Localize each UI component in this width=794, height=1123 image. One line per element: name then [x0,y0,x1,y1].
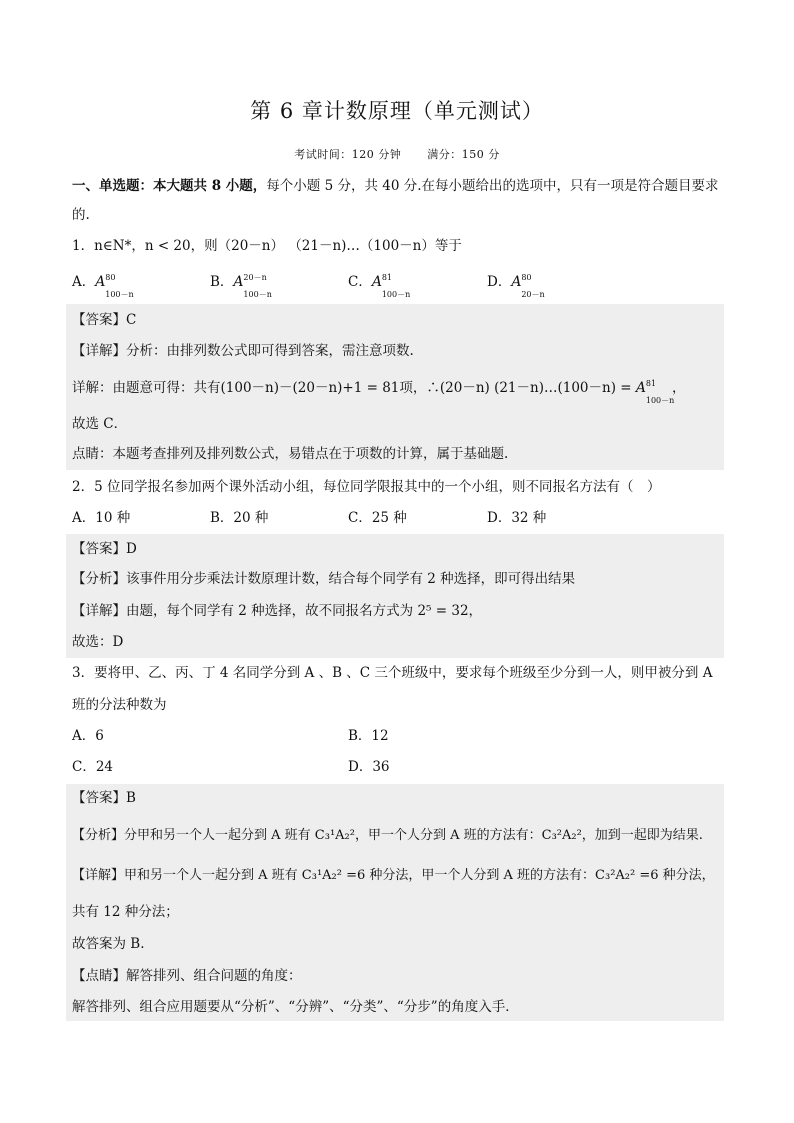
section-heading [72,176,719,196]
q3-detail-cont: 共有 12 种分法； [72,904,179,920]
q3-stem: 3．要将甲、乙、丙、丁 4 名同学分到 A 、B 、C 三个班级中，要求每个班级至少分到一人，则甲被分到 A [72,665,713,681]
q1-option-c: C．A 81 100－n [348,273,411,299]
section-heading-bold: 一、单选题：本大题共 8 小题， [72,178,267,194]
exam-time: 考试时间：120 分钟 [294,148,402,161]
q3-option-d: D．36 [348,759,390,775]
q2-detail: 【详解】由题，每个同学有 2 种选择，故不同报名方式为 2⁵ = 32， [72,603,483,619]
q1-comment: 点睛：本题考查排列及排列数公式，易错点在于项数的计算，属于基础题. [72,446,509,462]
q2-option-d: D．32 种 [487,510,547,526]
q3-tip: 【点睛】解答排列、组合问题的角度： [72,968,302,984]
q2-option-a: A．10 种 [72,510,131,526]
q2-answer-block [66,534,724,658]
q2-choose: 故选：D [72,634,124,650]
page-title: 第 6 章计数原理（单元测试） [250,99,544,123]
perm-symbol: A 81 100－n [371,273,411,299]
q3-tip-body: 解答排列、组合应用题要从“分析”、“分辨”、“分类”、“分步”的角度入手． [72,999,519,1015]
exam-score: 满分：150 分 [427,148,500,161]
q3-stem-cont: 班的分法种数为 [72,697,167,713]
q3-option-b: B．12 [348,728,389,744]
q1-option-a: A．A 80 100－n [72,273,134,299]
q2-stem: 2．5 位同学报名参加两个课外活动小组，每位同学限报其中的一个小组，则不同报名方法有（ ） [72,479,661,495]
q1-answer: 【答案】C [72,312,137,328]
q1-stem: 1．n∈N*，n < 20，则（20－n） （21－n)…（100－n）等于 [72,238,462,254]
q2-option-c: C．25 种 [348,510,407,526]
section-heading-cont: 的. [72,207,90,223]
q2-answer: 【答案】D [72,541,137,557]
q1-choose: 故选 C． [72,416,128,432]
q1-option-d: D．A 80 20－n [487,273,545,299]
section-heading-rest: 每个小题 5 分，共 40 分.在每小题给出的选项中，只有一项是符合题目要求 [266,178,719,194]
q3-option-a: A．6 [72,728,104,744]
q3-answer: 【答案】B [72,790,136,806]
perm-symbol: A 20－n 100－n [233,273,272,299]
q1-detail: 【详解】分析：由排列数公式即可得到答案，需注意项数. [72,343,414,359]
q3-option-c: C．24 [72,759,114,775]
perm-symbol: A 80 100－n [95,273,134,299]
q1-option-b: B．A 20－n 100－n [210,273,272,299]
q3-analysis: 【分析】分甲和另一个人一起分到 A 班有 C₃¹A₂²，甲一个人分到 A 班的方法有：C₃²A₂²，加到一起即为结果. [72,828,703,843]
q3-detail: 【详解】甲和另一个人一起分到 A 班有 C₃¹A₂² =6 种分法，甲一个人分到 A 班的方法有：C₃²A₂² =6 种分法， [72,868,715,883]
perm-symbol: A 81 100－n [635,379,675,405]
q2-analysis: 【分析】该事件用分步乘法计数原理计数，结合每个同学有 2 种选择，即可得出结果 [72,571,576,587]
perm-symbol: A 80 20－n [511,273,545,299]
exam-info [0,146,794,162]
q1-solution: 详解：由题意可得：共有(100－n)－(20－n)+1 = 81项，∴(20－n) (21－n)…(100－n) = A 81 100－n ， [72,379,686,405]
q2-option-b: B．20 种 [210,510,269,526]
q3-conclusion: 故答案为 B. [72,936,145,952]
